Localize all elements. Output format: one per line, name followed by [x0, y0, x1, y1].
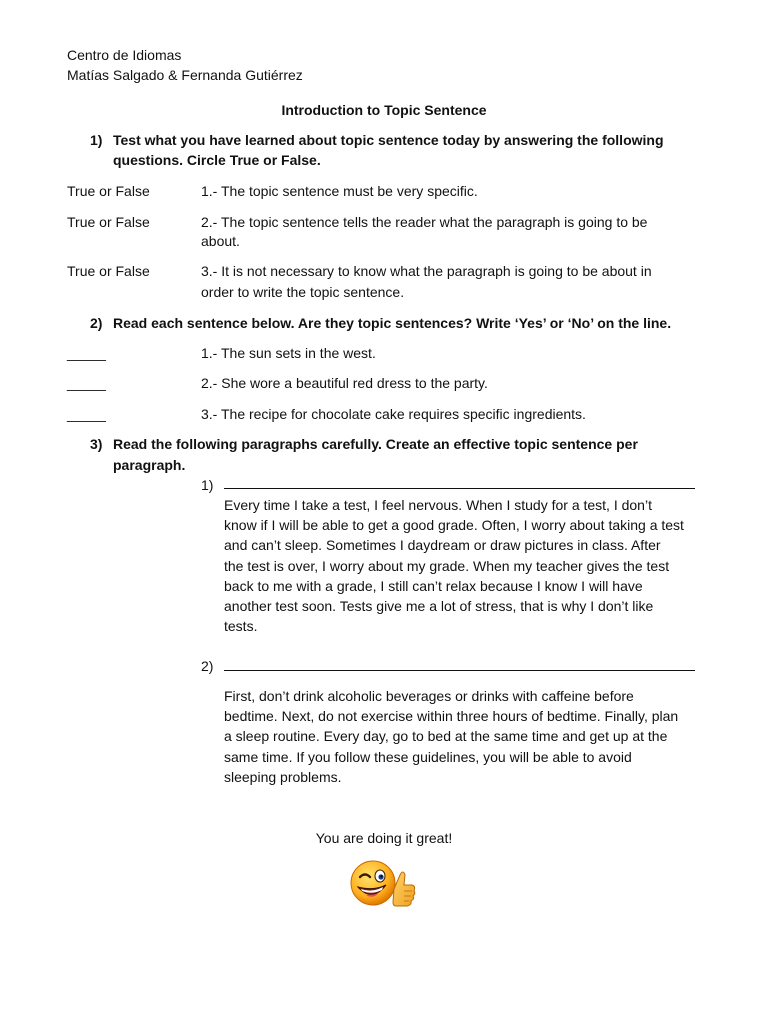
section3-instruction-line2: paragraph. — [113, 457, 186, 473]
sentence-3: 3.- The recipe for chocolate cake requires specific ingredients. — [201, 406, 586, 422]
statement-1: 1.- The topic sentence must be very specific. — [201, 183, 478, 199]
statement-3-line2: order to write the topic sentence. — [201, 284, 405, 300]
paragraph1-number: 1) — [201, 477, 214, 493]
paragraph-2 — [224, 686, 724, 787]
section1-instruction-line1: Test what you have learned about topic sentence today by answering the following — [113, 132, 664, 148]
section1-instruction-line2: questions. Circle True or False. — [113, 152, 321, 168]
page-title: Introduction to Topic Sentence — [281, 102, 487, 118]
answer-blank[interactable]: _____ — [67, 406, 106, 422]
paragraph-line: bedtime. Next, do not exercise within three hours of bedtime. Finally, plan — [224, 708, 679, 725]
section1-number: 1) — [90, 132, 103, 148]
paragraph-line: Every time I take a test, I feel nervous. When I study for a test, I don’t — [224, 497, 652, 513]
true-false-label: True or False — [67, 183, 150, 199]
section3-instruction-line1: Read the following paragraphs carefully. Create an effective topic sentence per — [113, 436, 638, 452]
paragraph-line: same time. If you follow these guidelines, you will be able to avoid — [224, 748, 632, 765]
true-false-label: True or False — [67, 214, 150, 230]
topic-sentence-line-2[interactable] — [224, 660, 695, 671]
section2-number: 2) — [90, 315, 103, 331]
paragraph-line: sleeping problems. — [224, 768, 342, 785]
statement-2-line1: 2.- The topic sentence tells the reader what the paragraph is going to be — [201, 214, 648, 230]
section3-number: 3) — [90, 436, 103, 452]
closing-message: You are doing it great! — [315, 830, 453, 846]
section2-instruction: Read each sentence below. Are they topic sentences? Write ‘Yes’ or ‘No’ on the line. — [113, 315, 672, 331]
paragraph-line: First, don’t drink alcoholic beverages or drinks with caffeine before — [224, 688, 634, 704]
institution-name: Centro de Idiomas — [67, 47, 182, 63]
paragraph-line: another test soon. Tests give me a lot of stress, that is why I don’t like — [224, 598, 654, 615]
paragraph-line: know if I will be able to get a good grade. Often, I worry about taking a test — [224, 517, 684, 534]
topic-sentence-line-1[interactable] — [224, 478, 695, 489]
statement-2-line2: about. — [201, 233, 240, 249]
paragraph-line: and can’t sleep. Sometimes I daydream or draw pictures in class. After — [224, 537, 661, 554]
sentence-1: 1.- The sun sets in the west. — [201, 345, 376, 361]
paragraph-line: the test is over, I worry about my grade. When my teacher gives the test — [224, 557, 670, 574]
paragraph-line: tests. — [224, 618, 258, 635]
true-false-label: True or False — [67, 263, 150, 279]
answer-blank[interactable]: _____ — [67, 375, 106, 391]
paragraph-1 — [224, 495, 724, 636]
statement-3-line1: 3.- It is not necessary to know what the paragraph is going to be about in — [201, 263, 652, 279]
paragraph2-number: 2) — [201, 658, 214, 674]
paragraph-line: back to me with a grade, I still can’t relax because I know I will have — [224, 577, 643, 594]
paragraph-line: a sleep routine. Every day, go to bed at the same time and get up at the — [224, 728, 668, 745]
answer-blank[interactable]: _____ — [67, 345, 106, 361]
authors: Matías Salgado & Fernanda Gutiérrez — [67, 67, 303, 83]
sentence-2: 2.- She wore a beautiful red dress to the party. — [201, 375, 488, 391]
winking-thumbs-up-emoji-icon — [348, 855, 418, 915]
